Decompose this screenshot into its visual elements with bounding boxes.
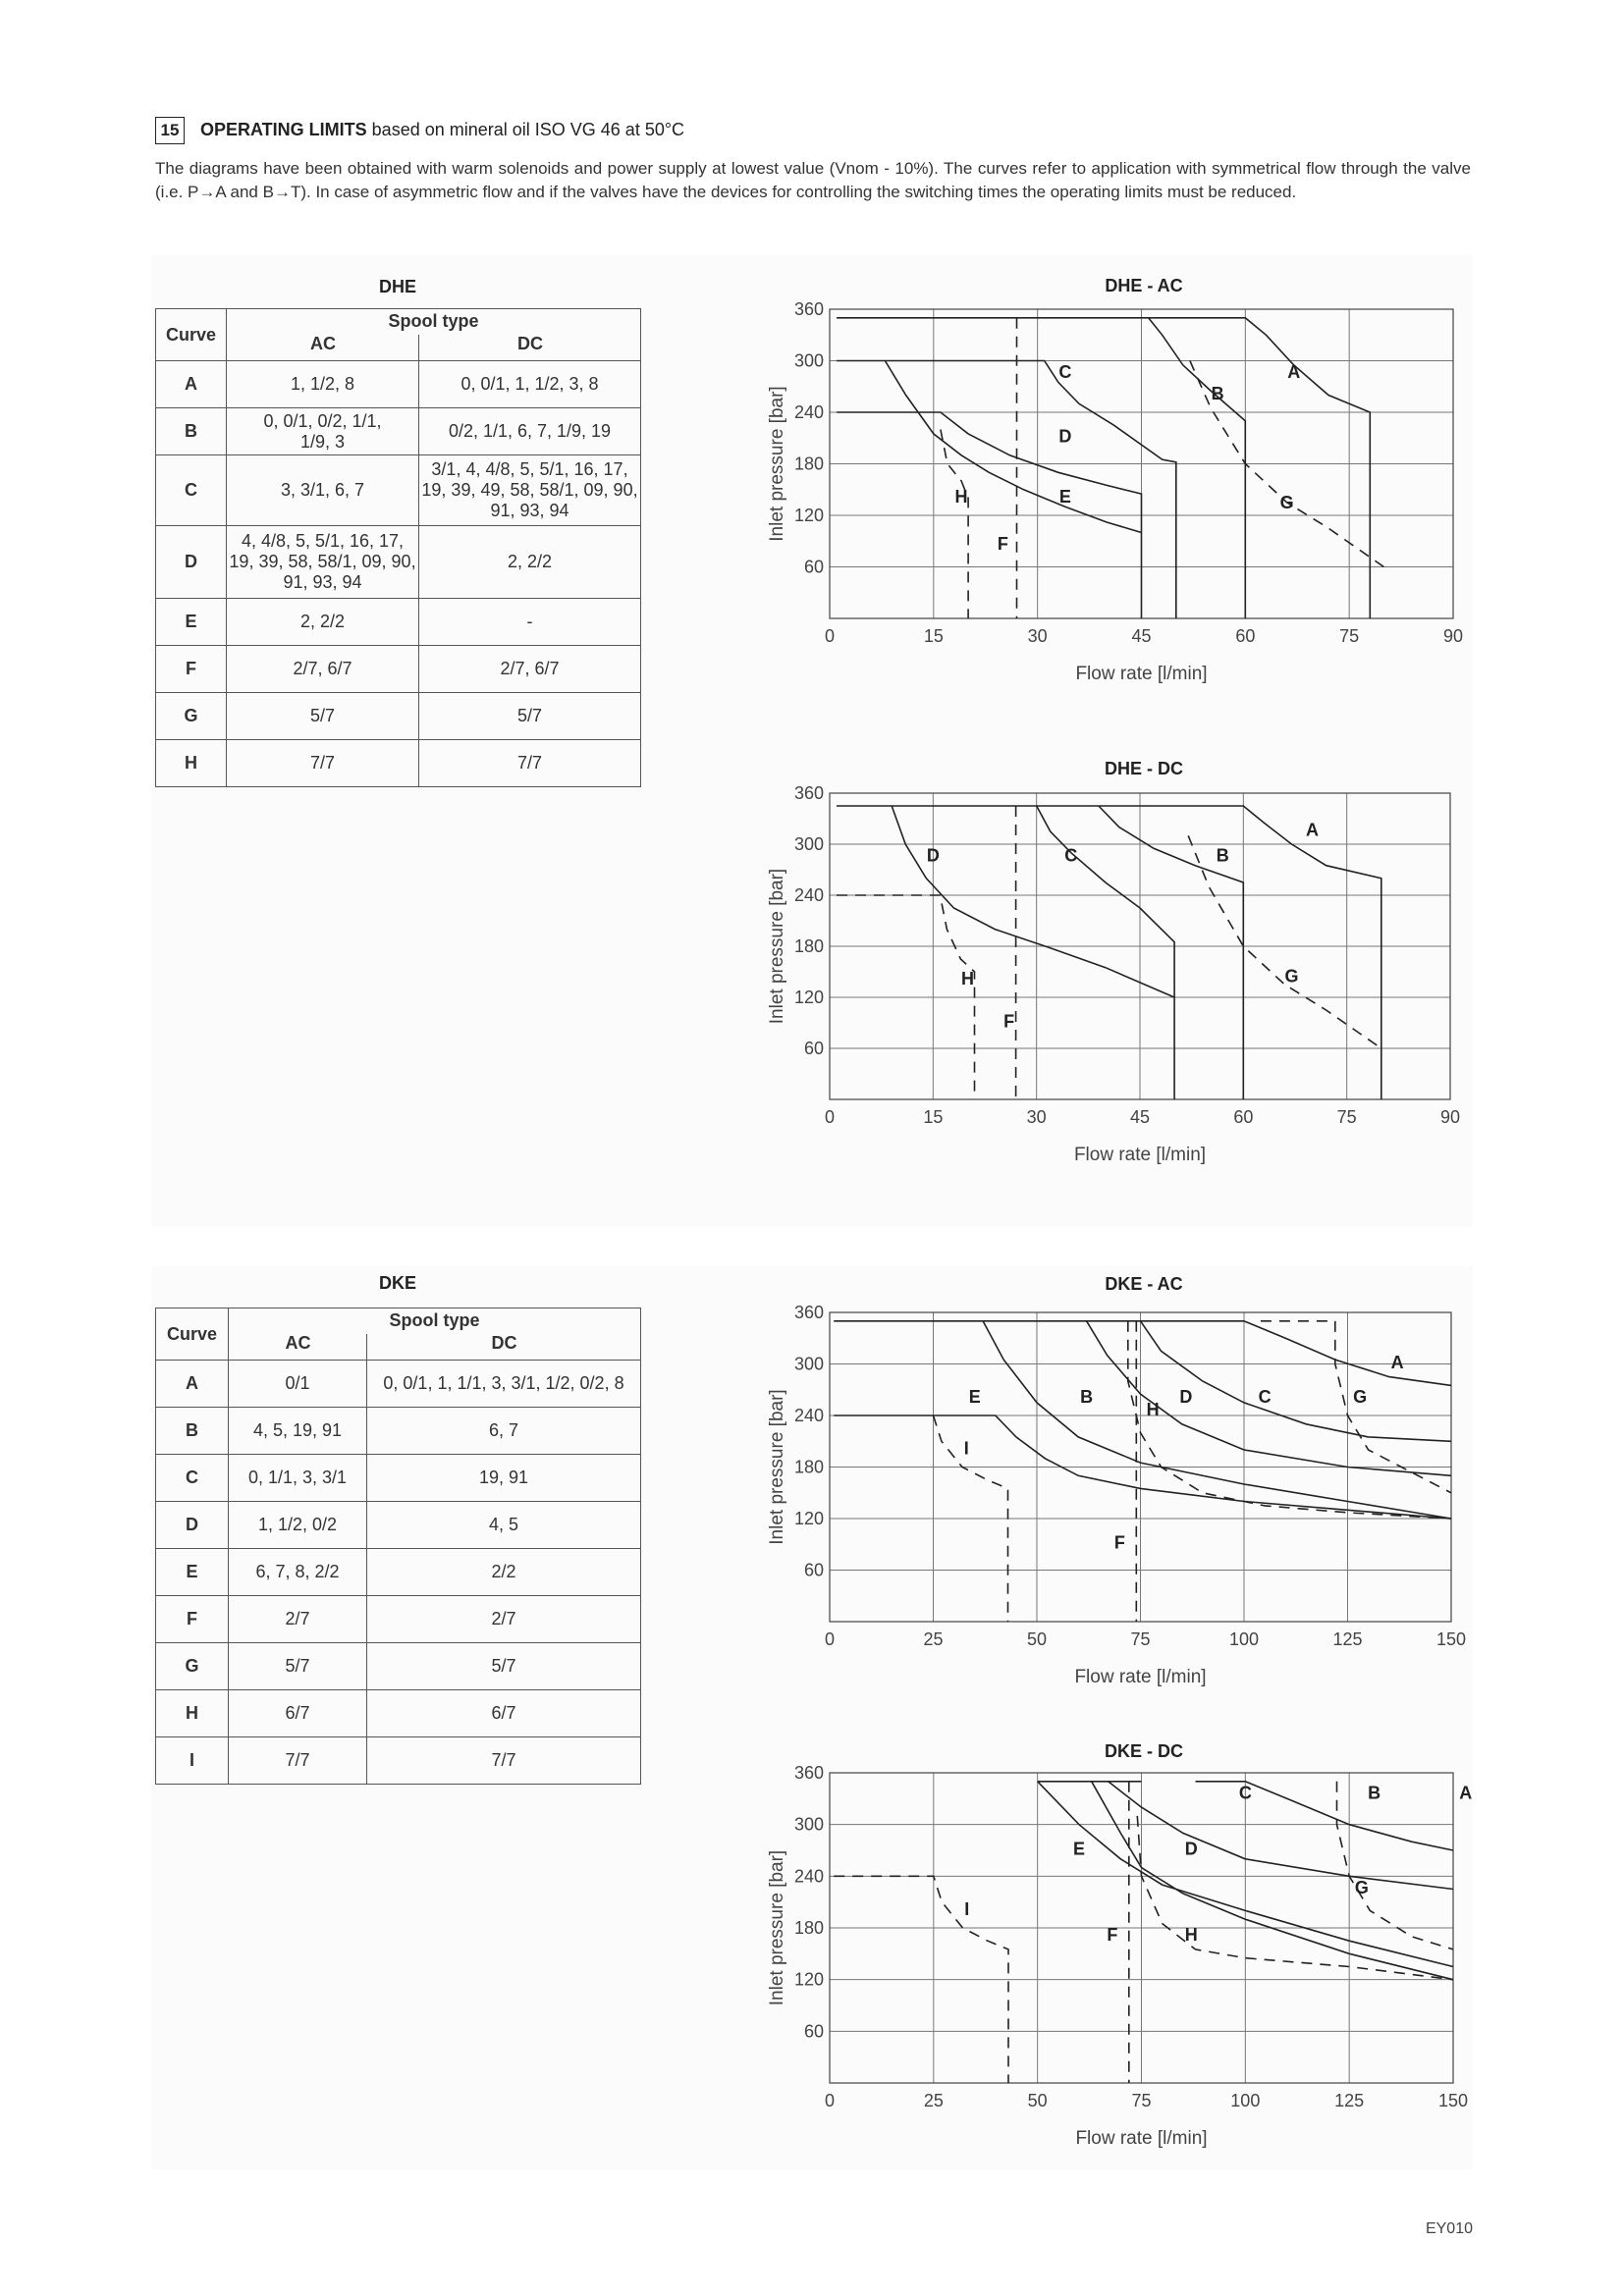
table-row xyxy=(156,1408,641,1455)
curve-cell: C xyxy=(156,455,227,526)
x-tick-label: 30 xyxy=(1026,1107,1047,1127)
x-tick-label: 150 xyxy=(1435,1629,1467,1649)
y-axis-label: Inlet pressure [bar] xyxy=(767,868,787,1025)
x-axis-label: Flow rate [l/min] xyxy=(1074,1667,1207,1687)
curve-label-D: D xyxy=(1184,1839,1198,1859)
curve-label-E: E xyxy=(968,1386,981,1407)
x-tick-label: 0 xyxy=(824,2091,836,2110)
dc-cell: 19, 91 xyxy=(367,1455,641,1502)
ac-cell: 4, 4/8, 5, 5/1, 16, 17, 19, 39, 58, 58/1, 09, 90, 91, 93, 94 xyxy=(227,526,419,599)
curve-label-E: E xyxy=(1072,1839,1086,1859)
dke-spool-label: Spool type xyxy=(389,1310,480,1330)
ac-cell: 3, 3/1, 6, 7 xyxy=(227,455,419,526)
x-tick-label: 75 xyxy=(1130,1629,1151,1649)
dc-cell: 0, 0/1, 1, 1/2, 3, 8 xyxy=(419,361,641,408)
curve-label-C: C xyxy=(1258,1386,1272,1407)
y-tick-label: 120 xyxy=(793,988,824,1007)
curve-cell: D xyxy=(156,526,227,599)
x-tick-label: 90 xyxy=(1442,626,1464,646)
dhe-col-dc: DC xyxy=(517,334,543,353)
ac-cell: 7/7 xyxy=(229,1737,367,1785)
y-tick-label: 120 xyxy=(793,1969,824,1990)
ac-cell: 7/7 xyxy=(227,740,419,787)
curve-cell: B xyxy=(156,1408,229,1455)
y-tick-label: 240 xyxy=(793,1406,824,1425)
y-tick-label: 120 xyxy=(793,1509,824,1528)
intro-paragraph: The diagrams have been obtained with warm solenoids and power supply at lowest value (Vnom - 10%). The curves refer to application with symmetrical flow through the valve (i.e. P→A and B→T). In case of asymmetric flow and if the valves have the devices for controlling the switching times the operating limits must be reduced. xyxy=(155,159,1471,201)
dc-cell: - xyxy=(419,599,641,646)
dke-col-ac: AC xyxy=(285,1333,311,1353)
x-tick-label: 100 xyxy=(1228,1629,1260,1649)
table-row xyxy=(156,1455,641,1502)
curve-label-G: G xyxy=(1284,966,1299,987)
curve-label-E: E xyxy=(1058,486,1071,507)
x-tick-label: 50 xyxy=(1027,2091,1048,2110)
curve-cell: E xyxy=(156,1549,229,1596)
y-tick-label: 180 xyxy=(793,454,824,474)
curve-cell: I xyxy=(156,1737,229,1785)
table-row xyxy=(156,1690,641,1737)
section-title-bold: OPERATING LIMITS xyxy=(200,120,367,139)
curve-cell: A xyxy=(156,361,227,408)
curve-label-B: B xyxy=(1368,1783,1381,1803)
chart-title-dke-ac: DKE - AC xyxy=(1105,1274,1183,1294)
curve-label-A: A xyxy=(1287,362,1301,382)
x-tick-label: 0 xyxy=(824,626,836,646)
ac-cell: 1, 1/2, 8 xyxy=(227,361,419,408)
ac-cell: 1, 1/2, 0/2 xyxy=(229,1502,367,1549)
y-tick-label: 300 xyxy=(793,1354,824,1374)
dke-table-title: DKE xyxy=(378,1273,416,1293)
x-tick-label: 45 xyxy=(1129,1107,1151,1127)
y-tick-label: 360 xyxy=(793,783,824,803)
curve-label-F: F xyxy=(1113,1532,1125,1553)
y-axis-label: Inlet pressure [bar] xyxy=(767,1389,787,1545)
curve-cell: D xyxy=(156,1502,229,1549)
curve-label-A: A xyxy=(1459,1783,1473,1803)
curve-cell: H xyxy=(156,1690,229,1737)
table-row xyxy=(156,1596,641,1643)
curve-label-G: G xyxy=(1353,1386,1368,1407)
y-tick-label: 300 xyxy=(793,834,824,854)
dc-cell: 2, 2/2 xyxy=(419,526,641,599)
chart-title-dke-dc: DKE - DC xyxy=(1105,1741,1183,1761)
y-tick-label: 300 xyxy=(793,350,824,371)
table-row xyxy=(156,1502,641,1549)
curve-label-I: I xyxy=(964,1898,970,1919)
curve-label-I: I xyxy=(963,1438,969,1459)
curve-cell: E xyxy=(156,599,227,646)
ac-cell: 0, 0/1, 0/2, 1/1, 1/9, 3 xyxy=(227,408,419,455)
ac-cell: 2/7, 6/7 xyxy=(227,646,419,693)
y-tick-label: 180 xyxy=(793,1457,824,1477)
curve-label-A: A xyxy=(1306,820,1320,840)
curve-label-D: D xyxy=(1058,426,1072,447)
x-tick-label: 25 xyxy=(923,1629,944,1649)
x-tick-label: 25 xyxy=(923,2091,944,2110)
dhe-col-curve: Curve xyxy=(156,309,227,361)
curve-cell: F xyxy=(156,1596,229,1643)
section-title-rest: based on mineral oil ISO VG 46 at 50°C xyxy=(366,120,685,139)
dhe-col-ac: AC xyxy=(310,334,336,353)
curve-cell: A xyxy=(156,1361,229,1408)
table-row xyxy=(156,408,641,455)
y-tick-label: 180 xyxy=(793,1918,824,1938)
ac-cell: 6, 7, 8, 2/2 xyxy=(229,1549,367,1596)
table-row xyxy=(156,646,641,693)
curve-label-H: H xyxy=(954,486,968,507)
y-tick-label: 60 xyxy=(803,1560,824,1580)
curve-cell: F xyxy=(156,646,227,693)
curve-cell: B xyxy=(156,408,227,455)
x-tick-label: 45 xyxy=(1131,626,1152,646)
curve-label-B: B xyxy=(1080,1386,1094,1407)
curve-label-D: D xyxy=(926,845,940,866)
table-row xyxy=(156,1361,641,1408)
curve-label-B: B xyxy=(1216,845,1229,866)
curve-label-C: C xyxy=(1238,1783,1252,1803)
x-tick-label: 15 xyxy=(923,1107,944,1127)
dke-col-spool xyxy=(229,1308,641,1361)
x-tick-label: 75 xyxy=(1339,626,1360,646)
y-tick-label: 360 xyxy=(793,1763,824,1783)
chart-title-dhe-ac: DHE - AC xyxy=(1105,276,1183,295)
dhe-table xyxy=(155,308,641,787)
ac-cell: 6/7 xyxy=(229,1690,367,1737)
curve-cell: G xyxy=(156,1643,229,1690)
dc-cell: 6/7 xyxy=(367,1690,641,1737)
table-row xyxy=(156,526,641,599)
y-tick-label: 60 xyxy=(803,2021,824,2042)
y-axis-label: Inlet pressure [bar] xyxy=(767,386,787,542)
dke-col-curve: Curve xyxy=(156,1308,229,1361)
table-row xyxy=(156,361,641,408)
x-tick-label: 150 xyxy=(1437,2091,1469,2110)
x-tick-label: 15 xyxy=(923,626,944,646)
curve-label-F: F xyxy=(997,534,1008,554)
dc-cell: 3/1, 4, 4/8, 5, 5/1, 16, 17, 19, 39, 49, 58, 58/1, 09, 90, 91, 93, 94 xyxy=(419,455,641,526)
curve-label-F: F xyxy=(1003,1011,1015,1032)
chart-title-dhe-dc: DHE - DC xyxy=(1105,759,1183,778)
x-tick-label: 60 xyxy=(1233,1107,1254,1127)
y-tick-label: 60 xyxy=(803,1039,824,1058)
y-tick-label: 180 xyxy=(793,936,824,956)
dhe-table-title: DHE xyxy=(378,277,416,296)
table-row xyxy=(156,693,641,740)
table-row xyxy=(156,1643,641,1690)
ac-cell: 0, 1/1, 3, 3/1 xyxy=(229,1455,367,1502)
dc-cell: 7/7 xyxy=(367,1737,641,1785)
section-number: 15 xyxy=(155,117,185,144)
table-row xyxy=(156,1737,641,1785)
dc-cell: 6, 7 xyxy=(367,1408,641,1455)
document-code: EY010 xyxy=(1425,2220,1473,2237)
y-tick-label: 240 xyxy=(793,1866,824,1887)
ac-cell: 2/7 xyxy=(229,1596,367,1643)
y-tick-label: 360 xyxy=(793,1303,824,1322)
curve-label-G: G xyxy=(1354,1877,1369,1897)
dc-cell: 2/2 xyxy=(367,1549,641,1596)
curve-label-G: G xyxy=(1279,493,1294,512)
table-row xyxy=(156,1549,641,1596)
curve-label-D: D xyxy=(1179,1386,1193,1407)
ac-cell: 4, 5, 19, 91 xyxy=(229,1408,367,1455)
dc-cell: 0/2, 1/1, 6, 7, 1/9, 19 xyxy=(419,408,641,455)
y-tick-label: 240 xyxy=(793,402,824,422)
dc-cell: 7/7 xyxy=(419,740,641,787)
curve-label-C: C xyxy=(1064,845,1078,866)
curve-label-F: F xyxy=(1107,1925,1118,1946)
table-row xyxy=(156,599,641,646)
dc-cell: 5/7 xyxy=(419,693,641,740)
x-tick-label: 0 xyxy=(824,1107,836,1127)
curve-label-C: C xyxy=(1058,362,1072,382)
curve-label-B: B xyxy=(1211,383,1224,403)
ac-cell: 2, 2/2 xyxy=(227,599,419,646)
x-tick-label: 50 xyxy=(1026,1629,1048,1649)
x-tick-label: 30 xyxy=(1027,626,1048,646)
ac-cell: 5/7 xyxy=(229,1643,367,1690)
curve-label-H: H xyxy=(1184,1925,1198,1946)
dc-cell: 2/7 xyxy=(367,1596,641,1643)
dke-table xyxy=(155,1308,641,1785)
dhe-col-spool xyxy=(227,309,641,361)
ac-cell: 5/7 xyxy=(227,693,419,740)
x-tick-label: 125 xyxy=(1332,1629,1363,1649)
ac-cell: 0/1 xyxy=(229,1361,367,1408)
curve-cell: H xyxy=(156,740,227,787)
x-tick-label: 60 xyxy=(1235,626,1256,646)
x-axis-label: Flow rate [l/min] xyxy=(1075,664,1208,684)
curve-label-A: A xyxy=(1390,1352,1404,1372)
table-row xyxy=(156,455,641,526)
y-tick-label: 120 xyxy=(793,506,824,525)
x-tick-label: 75 xyxy=(1336,1107,1357,1127)
y-tick-label: 60 xyxy=(803,557,824,577)
table-row xyxy=(156,740,641,787)
curve-cell: G xyxy=(156,693,227,740)
dke-col-dc: DC xyxy=(491,1333,517,1353)
x-tick-label: 100 xyxy=(1230,2091,1261,2110)
x-tick-label: 125 xyxy=(1334,2091,1365,2110)
y-tick-label: 360 xyxy=(793,299,824,319)
dhe-spool-label: Spool type xyxy=(388,311,479,331)
y-axis-label: Inlet pressure [bar] xyxy=(767,1849,787,2006)
x-tick-label: 0 xyxy=(824,1629,836,1649)
dc-cell: 0, 0/1, 1, 1/1, 3, 3/1, 1/2, 0/2, 8 xyxy=(367,1361,641,1408)
curve-label-H: H xyxy=(960,969,974,988)
dc-cell: 4, 5 xyxy=(367,1502,641,1549)
section-title xyxy=(200,120,684,140)
y-tick-label: 240 xyxy=(793,885,824,905)
y-tick-label: 300 xyxy=(793,1814,824,1835)
x-axis-label: Flow rate [l/min] xyxy=(1075,2128,1208,2149)
x-axis-label: Flow rate [l/min] xyxy=(1073,1145,1207,1165)
curve-cell: C xyxy=(156,1455,229,1502)
x-tick-label: 90 xyxy=(1439,1107,1461,1127)
dc-cell: 2/7, 6/7 xyxy=(419,646,641,693)
x-tick-label: 75 xyxy=(1131,2091,1152,2110)
dc-cell: 5/7 xyxy=(367,1643,641,1690)
curve-label-H: H xyxy=(1146,1400,1160,1419)
